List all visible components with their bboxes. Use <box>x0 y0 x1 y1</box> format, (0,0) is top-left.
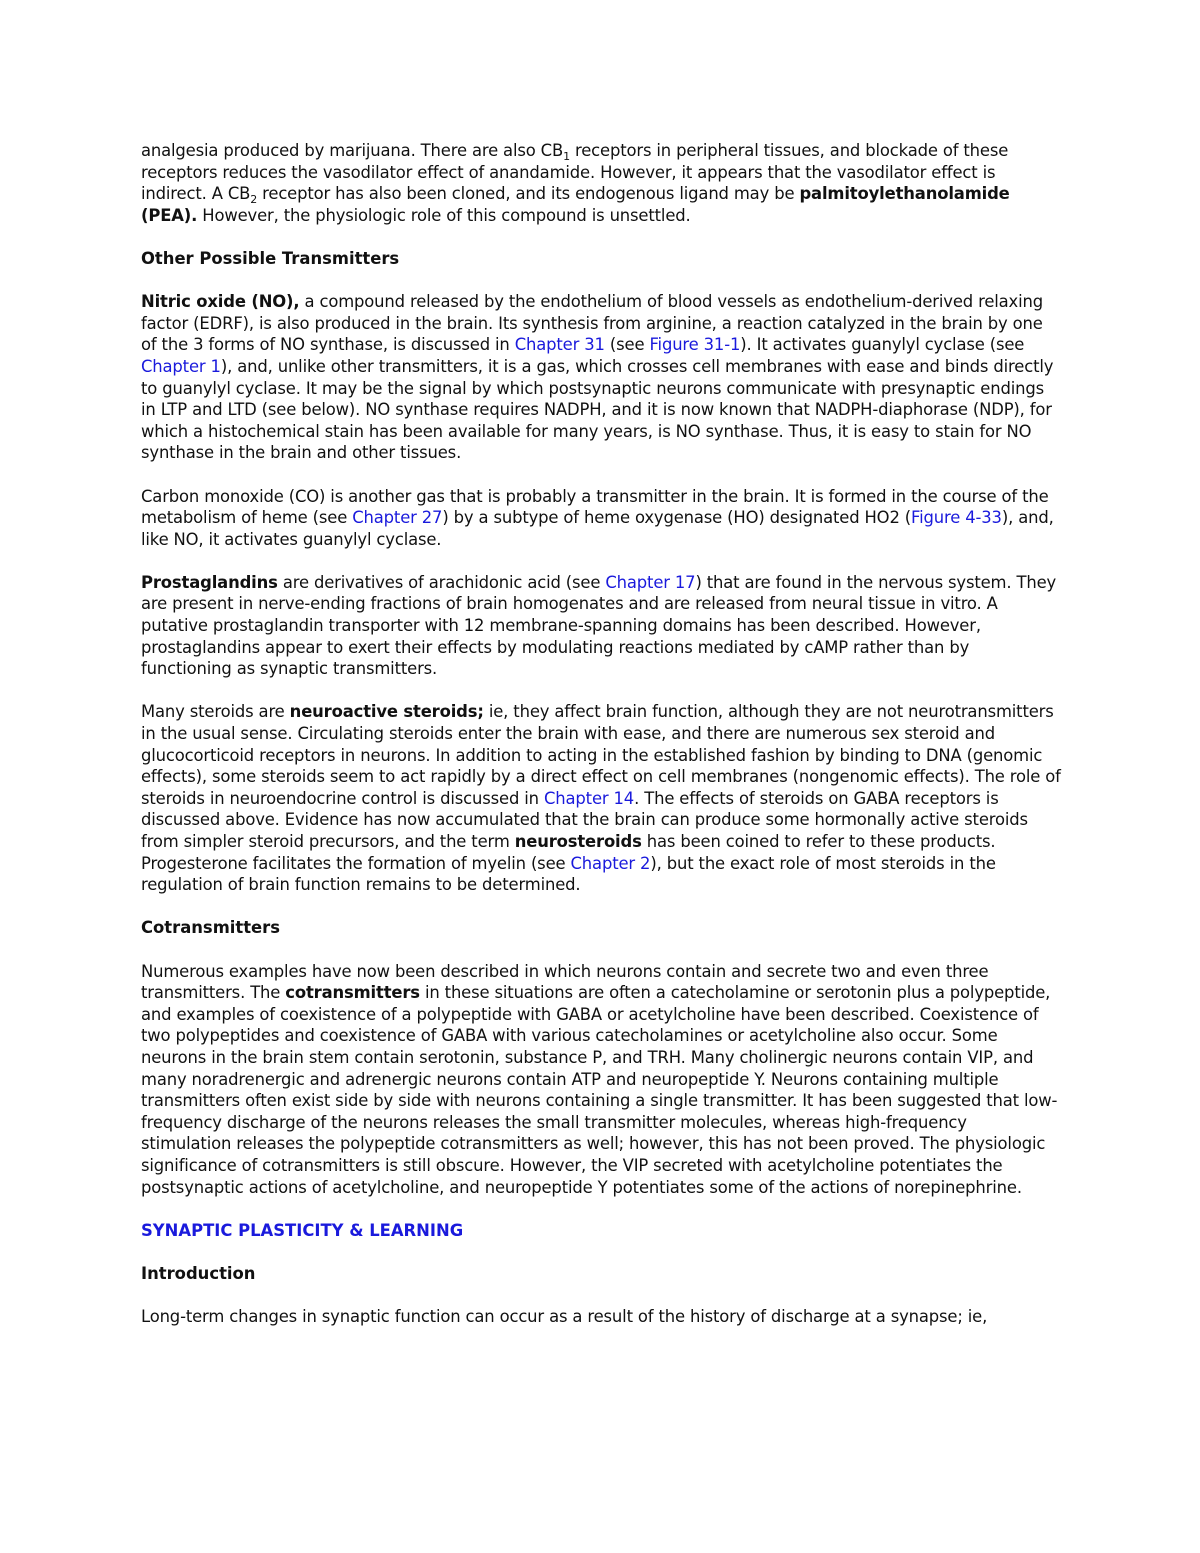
text-run: has been coined to refer to these products. Progesterone facilitates the formation of myelin (see <box>141 832 996 873</box>
text-run: ) by a subtype of heme oxygenase (HO) designated HO2 ( <box>442 508 912 528</box>
text-run: ie, they affect brain function, although they are not neurotransmitters in the usual sense. Circulating steroids enter the brain with ease, and there are numerous sex steroid and glucocorticoid receptors in neurons. In addition to acting in the established fashion by binding to DNA (genomic effects), some steroids seem to act rapidly by a direct effect on cell membranes (nongenomic effects). The role of steroids in neuroendocrine control is discussed in <box>141 702 1061 808</box>
text-run: Carbon monoxide (CO) is another gas that is probably a transmitter in the brain. It is formed in the course of the metabolism of heme (see <box>141 486 1049 528</box>
bold-term: cotransmitters <box>285 983 420 1003</box>
text-run: Many steroids are <box>141 702 290 722</box>
text-run: analgesia produced by marijuana. There are also CB <box>141 141 564 160</box>
link-chapter-17[interactable]: Chapter 17 <box>605 572 696 592</box>
text-run: (see <box>604 335 650 355</box>
bold-term: neurosteroids <box>514 832 642 851</box>
link-chapter-27[interactable]: Chapter 27 <box>352 508 443 528</box>
paragraph-cotransmitters <box>141 961 1061 1199</box>
bold-term: Nitric oxide (NO), <box>141 292 300 312</box>
link-chapter-31[interactable]: Chapter 31 <box>514 335 605 355</box>
bold-term: Prostaglandins <box>141 572 278 592</box>
subscript: 1 <box>563 150 570 163</box>
heading-synaptic-plasticity: SYNAPTIC PLASTICITY & LEARNING <box>141 1220 464 1240</box>
paragraph-prostaglandins <box>141 572 1061 680</box>
text-run: . The effects of steroids on GABA receptors is discussed above. Evidence has now accumulated that the brain can produce some hormonally active steroids from simpler steroid precursors, and the term <box>141 788 1028 851</box>
heading-introduction: Introduction <box>141 1263 256 1283</box>
paragraph-long-term-changes: Long-term changes in synaptic function can occur as a result of the history of discharge at a synapse; ie, <box>141 1307 988 1327</box>
text-run: ), and, unlike other transmitters, it is a gas, which crosses cell membranes with ease and binds directly to guanylyl cyclase. It may be the signal by which postsynaptic neurons communicate with presynaptic endings in LTP and LTD (see below). NO synthase requires NADPH, and it is now known that NADPH-diaphorase (NDP), for which a histochemical stain has been available for many years, is NO synthase. Thus, it is easy to stain for NO synthase in the brain and other tissues. <box>141 356 1054 463</box>
text-run: ), and, like NO, it activates guanylyl cyclase. <box>141 508 1054 549</box>
bold-term: palmitoylethanolamide (PEA). <box>141 184 1010 225</box>
paragraph-cannabinoid <box>141 140 1061 226</box>
paragraph-carbon-monoxide <box>141 486 1061 551</box>
link-chapter-14[interactable]: Chapter 14 <box>543 788 635 808</box>
text-run: ). It activates guanylyl cyclase (see <box>740 335 1025 355</box>
text-run: in these situations are often a catecholamine or serotonin plus a polypeptide, and examples of coexistence of a polypeptide with GABA or acetylcholine have been described. Coexistence of two polypeptides and coexistence of GABA with various catecholamines or acetylcholine also occur. Some neurons in the brain stem contain serotonin, substance P, and TRH. Many cholinergic neurons contain VIP, and many noradrenergic and adrenergic neurons contain ATP and neuropeptide Y. Neurons containing multiple transmitters often exist side by side with neurons containing a single transmitter. It has been suggested that low-frequency discharge of the neurons releases the small transmitter molecules, whereas high-frequency stimulation releases the polypeptide cotransmitters as well; however, this has not been proved. The physiologic significance of cotransmitters is still obscure. However, the VIP secreted with acetylcholine potentiates the postsynaptic actions of acetylcholine, and neuropeptide Y potentiates some of the actions of norepinephrine. <box>141 983 1058 1197</box>
subscript: 2 <box>250 193 258 207</box>
text-run: a compound released by the endothelium of blood vessels as endothelium-derived relaxing factor (EDRF), is also produced in the brain. Its synthesis from arginine, a reaction catalyzed in the brain by one of the 3 forms of NO synthase, is discussed in <box>141 292 1043 355</box>
link-chapter-1[interactable]: Chapter 1 <box>141 356 221 376</box>
document-page <box>141 140 1061 1349</box>
heading-cotransmitters: Cotransmitters <box>141 918 281 938</box>
text-run: are derivatives of arachidonic acid (see <box>277 572 606 592</box>
link-figure-4-33[interactable]: Figure 4-33 <box>911 508 1002 528</box>
bold-term: neuroactive steroids; <box>289 702 484 722</box>
text-run: receptors in peripheral tissues, and blockade of these receptors reduces the vasodilator effect of anandamide. However, it appears that the vasodilator effect is indirect. A CB <box>141 141 1009 204</box>
text-run: receptor has also been cloned, and its endogenous ligand may be <box>257 184 800 204</box>
text-run: ), but the exact role of most steroids in the regulation of brain function remains to be determined. <box>141 853 996 895</box>
link-chapter-2[interactable]: Chapter 2 <box>570 853 651 873</box>
text-run: However, the physiologic role of this compound is unsettled. <box>197 205 691 225</box>
paragraph-nitric-oxide <box>141 291 1061 464</box>
text-run: ) that are found in the nervous system. They are present in nerve-ending fractions of brain homogenates and are released from neural tissue in vitro. A putative prostaglandin transporter with 12 membrane-spanning domains has been described. However, prostaglandins appear to exert their effects by modulating reactions mediated by cAMP rather than by functioning as synaptic transmitters. <box>141 572 1057 679</box>
paragraph-steroids <box>141 701 1061 895</box>
text-run: Numerous examples have now been described in which neurons contain and secrete two and even three transmitters. The <box>141 961 989 1003</box>
heading-other-transmitters: Other Possible Transmitters <box>141 248 400 268</box>
link-figure-31-1[interactable]: Figure 31-1 <box>649 335 741 355</box>
